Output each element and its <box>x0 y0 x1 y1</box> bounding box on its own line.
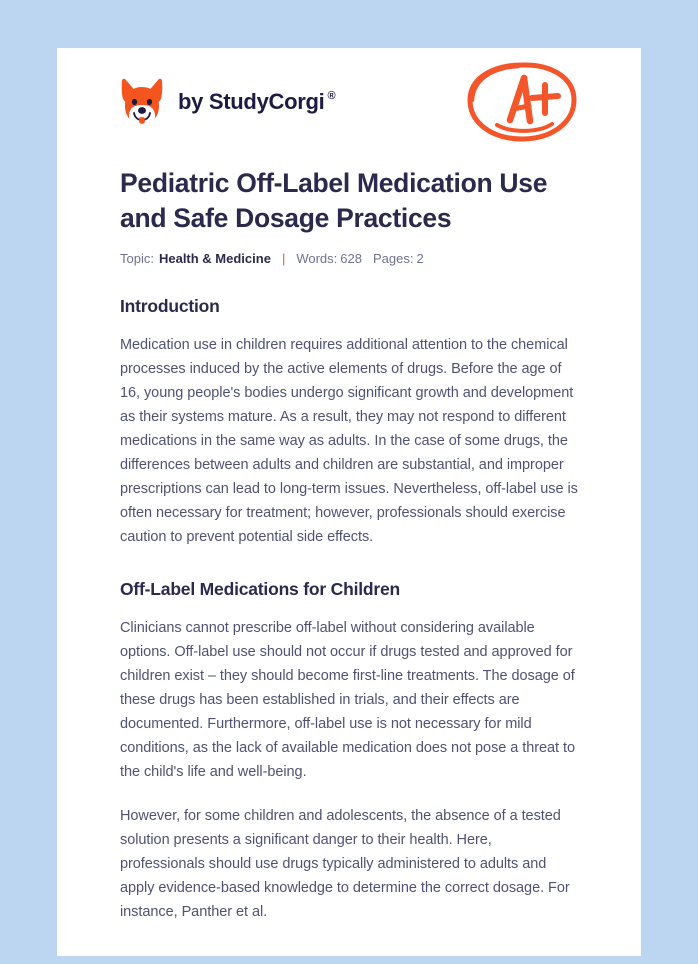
document-meta <box>120 251 578 266</box>
paragraph: Clinicians cannot prescribe off-label without considering available options. Off-label use should not occur if drugs tested and approved for children exist – they should become first-line treatments. The dosage of these drugs has been established in trials, and their effects are documented. Furthermore, off-label use is not necessary for mild conditions, as the lack of available medication does not pose a threat to the child's life and well-being. <box>120 619 575 780</box>
brand-name <box>178 89 335 115</box>
pages-value: 2 <box>416 251 424 267</box>
words-value: 628 <box>340 251 362 267</box>
pages-label: Pages: <box>372 251 414 267</box>
brand-name-text: by StudyCorgi <box>178 89 325 114</box>
page-content <box>57 48 641 924</box>
paragraph: Medication use in children requires additional attention to the chemical processes induced by the active elements of drugs. Before the age of 16, young people's bodies undergo significant growth and development as their systems mature. As a result, they may not respond to different medications in the same way as adults. In the case of some drugs, the differences between adults and children are substantial, and improper prescriptions can lead to long-term issues. Nevertheless, off-label use is often necessary for treatment; however, professionals should exercise caution to prevent potential side effects. <box>120 337 578 546</box>
paragraph: However, for some children and adolescents, the absence of a tested solution presents a significant danger to their health. Here, professionals should use drugs typically administered to adults and apply evidence-based knowledge to determine the correct dosage. For instance, Panther et al. <box>120 807 570 920</box>
document-page <box>57 48 641 956</box>
topic-label: Topic: <box>120 251 154 267</box>
section-heading-introduction: Introduction <box>120 296 220 317</box>
words-label: Words: <box>296 251 338 267</box>
topic-value[interactable]: Health & Medicine <box>158 251 271 267</box>
a-plus-grade-badge-icon <box>466 59 578 145</box>
brand-lockup <box>120 77 335 127</box>
section-heading-off-label-medications: Off-Label Medications for Children <box>120 579 401 600</box>
document-header <box>120 48 578 152</box>
registered-trademark-icon: ® <box>327 90 336 102</box>
page-title: Pediatric Off-Label Medication Use and Safe Dosage Practices <box>120 168 548 234</box>
corgi-face-icon <box>120 77 164 127</box>
meta-separator: | <box>281 251 286 267</box>
